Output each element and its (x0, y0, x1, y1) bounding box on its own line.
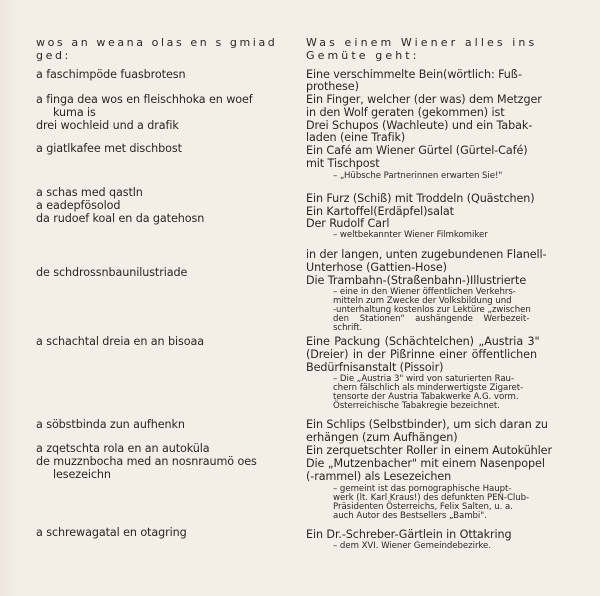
footnote-line: chern fälschlich als minderwertigste Zigaret- (333, 383, 524, 393)
translation-line: Ein Kartoffel(Erdäpfel)salat (306, 205, 454, 218)
translation-line: Die „Mutzenbacher" mit einem Nasenpopel (306, 457, 545, 470)
dialect-item: de muzznbocha med an nosnraumö oes (36, 455, 257, 468)
footnote-line: – eine in den Wiener öffentlichen Verkehrs- (333, 287, 516, 297)
translation-heading-line: Gemüte geht: (306, 49, 420, 62)
footnote-line: auch Autor des Bestsellers „Bambi". (333, 511, 487, 521)
dialect-item: a schachtal dreia en an bisoaa (36, 335, 204, 348)
translation-line: Die Trambahn-(Straßenbahn-)Illustrierte (306, 274, 527, 287)
footnote-line: – dem XVI. Wiener Gemeindebezirke. (333, 541, 491, 551)
footnote-line: mitteln zum Zwecke der Volksbildung und (333, 296, 512, 306)
translation-line: Ein Finger, welcher (der was) dem Metzger (306, 93, 542, 106)
dialect-heading-line: ged: (36, 49, 71, 62)
footnote-line: – weltbekannter Wiener Filmkomiker (333, 230, 488, 240)
footnote-line: Österreichische Tabakregie bezeichnet. (333, 401, 500, 411)
translation-line: (Dreier) in der Pißrinne einer öffentlichen (306, 348, 537, 361)
dialect-item-continuation: lesezeichn (53, 468, 111, 481)
translation-line: Unterhose (Gattien-Hose) (306, 261, 447, 274)
dialect-item: a schrewagatal en otagring (36, 526, 187, 539)
dialect-item: a söbstbinda zun aufhenkn (36, 418, 185, 431)
translation-line: in der langen, unten zugebundenen Flanell- (306, 248, 547, 261)
dialect-heading-line: wos an weana olas en s gmiad (36, 36, 278, 49)
translation-line: Ein Café am Wiener Gürtel (Gürtel-Café) (306, 144, 528, 157)
translation-line: in den Wolf geraten (gekommen) ist (306, 106, 505, 119)
dialect-item-continuation: kuma is (53, 106, 96, 119)
dialect-item: da rudoef koal en da gatehosn (36, 212, 205, 225)
footnote-line: tensorte der Austria Tabakwerke A.G. vorm. (333, 392, 519, 402)
translation-line: Eine verschimmelte Bein(wörtlich: Fuß- (306, 68, 522, 81)
dialect-item: a faschimpöde fuasbrotesn (36, 68, 186, 81)
dialect-item: a zqetschta rola en an autoküla (36, 442, 210, 455)
translation-line: Ein zerquetschter Roller in einem Autokühler (306, 444, 552, 457)
footnote-line: werk (lt. Karl Kraus!) des defunkten PEN-Club- (333, 493, 530, 503)
translation-line: Der Rudolf Carl (306, 217, 390, 230)
translation-line: laden (eine Trafik) (306, 131, 406, 144)
translation-line: erhängen (zum Aufhängen) (306, 431, 458, 444)
translation-line: mit Tischpost (306, 157, 380, 170)
translation-line: Ein Furz (Schiß) mit Troddeln (Quästchen) (306, 192, 535, 205)
translation-line: Ein Dr.-Schreber-Gärtlein in Ottakring (306, 528, 512, 541)
footnote-line: – Die „Austria 3" wird von saturierten Rau- (333, 374, 514, 384)
translation-line: (-rammel) als Lesezeichen (306, 470, 452, 483)
footnote-line: den Stationen" aushängende Werbezeit- (333, 314, 530, 324)
dialect-item: de schdrossnbaunilustriade (36, 266, 188, 279)
footnote-line: – gemeint ist das pornographische Haupt- (333, 484, 512, 494)
translation-heading-line: Was einem Wiener alles ins (306, 36, 538, 49)
footnote-line: Präsidenten Österreichs, Felix Salten, u. a. (333, 502, 513, 512)
footnote-line: -unterhaltung kostenlos zur Lektüre „zwischen (333, 305, 531, 315)
footnote-line: schrift. (333, 323, 363, 333)
dialect-item: a finga dea wos en fleischhoka en woef (36, 93, 253, 106)
dialect-item: a giatlkafee met dischbost (36, 142, 182, 155)
translation-line: Eine Packung (Schächtelchen) „Austria 3" (306, 335, 540, 348)
dialect-item: a eadepfösolod (36, 199, 121, 212)
translation-line: prothese) (306, 80, 359, 93)
footnote-line: – „Hübsche Partnerinnen erwarten Sie!" (333, 171, 503, 181)
dialect-item: a schas med qastln (36, 186, 143, 199)
translation-line: Ein Schlips (Selbstbinder), um sich daran zu (306, 418, 548, 431)
dialect-item: drei wochleid und a drafik (36, 119, 179, 132)
translation-line: Drei Schupos (Wachleute) und ein Tabak- (306, 119, 533, 132)
translation-line: Bedürfnisanstalt (Pissoir) (306, 361, 444, 374)
